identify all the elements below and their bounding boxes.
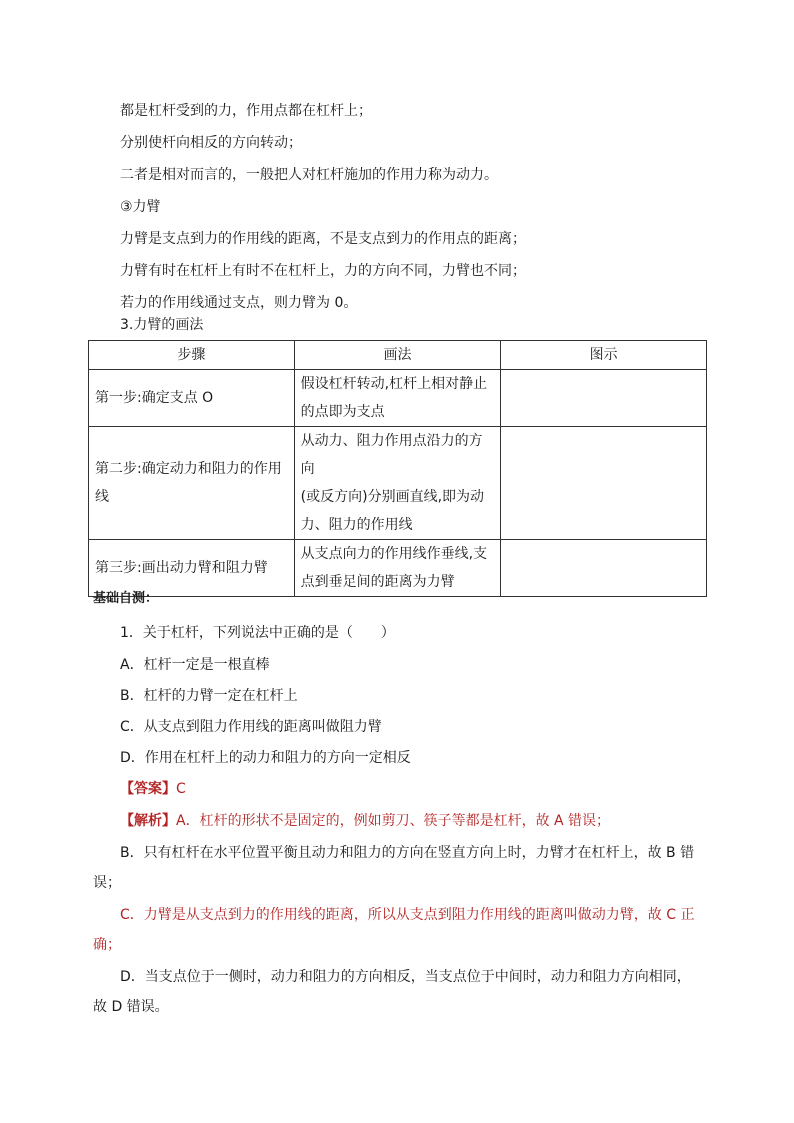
note-line-1: 都是杠杆受到的力，作用点都在杠杆上； bbox=[120, 103, 372, 119]
option-c: C．从支点到阻力作用线的距离叫做阻力臂 bbox=[120, 719, 382, 735]
header-figure: 图示 bbox=[501, 341, 707, 370]
step-line: 线 bbox=[95, 489, 109, 505]
step-line: 第二步:确定动力和阻力的作用 bbox=[95, 461, 282, 477]
lever-arm-method-table bbox=[88, 340, 707, 597]
analysis-line-2: B．只有杠杆在水平位置平衡且动力和阻力的方向在竖直方向上时，力臂才在杠杆上，故 B 错 bbox=[120, 845, 695, 861]
analysis-line-4: C．力臂是从支点到力的作用线的距离，所以从支点到阻力作用线的距离叫做动力臂，故 C 正 bbox=[120, 907, 695, 923]
note-line-2: 分别使杆向相反的方向转动； bbox=[120, 135, 302, 151]
method-cell bbox=[294, 540, 501, 597]
method-line: (或反方向)分别画直线,即为动 bbox=[300, 489, 485, 505]
analysis-line-3: 误； bbox=[93, 875, 121, 891]
figure-cell bbox=[501, 370, 707, 427]
answer-line bbox=[120, 779, 186, 799]
option-d: D．作用在杠杆上的动力和阻力的方向一定相反 bbox=[120, 750, 411, 766]
method-line: 的点即为支点 bbox=[300, 404, 385, 420]
header-method: 画法 bbox=[294, 341, 501, 370]
question-stem: 1．关于杠杆，下列说法中正确的是（ ） bbox=[120, 625, 395, 641]
option-a: A．杠杆一定是一根直棒 bbox=[120, 657, 270, 673]
method-line: 假设杠杆转动,杠杆上相对静止 bbox=[300, 376, 488, 392]
method-line: 点到垂足间的距离为力臂 bbox=[300, 574, 455, 590]
header-step: 步骤 bbox=[89, 341, 295, 370]
note-line-5: 力臂是支点到力的作用线的距离，不是支点到力的作用点的距离； bbox=[120, 231, 526, 247]
section-title-self-test: 基础自测： bbox=[93, 591, 159, 606]
method-line: 从动力、阻力作用点沿力的方向 bbox=[300, 433, 483, 477]
answer-value: C bbox=[176, 781, 186, 797]
table-header-row bbox=[89, 341, 707, 370]
table-row bbox=[89, 370, 707, 427]
method-line: 力、阻力的作用线 bbox=[300, 517, 413, 533]
note-line-6: 力臂有时在杠杆上有时不在杠杆上，力的方向不同，力臂也不同； bbox=[120, 263, 526, 279]
step-cell bbox=[89, 427, 295, 540]
note-line-3: 二者是相对而言的，一般把人对杠杆施加的作用力称为动力。 bbox=[120, 167, 498, 183]
analysis-label: 【解析】 bbox=[120, 813, 176, 829]
subheading-lever-arm: ③力臂 bbox=[120, 199, 161, 215]
section-heading-drawing-method: 3.力臂的画法 bbox=[120, 317, 204, 333]
table-row bbox=[89, 540, 707, 597]
figure-cell bbox=[501, 540, 707, 597]
step-cell: 第一步:确定支点 O bbox=[89, 370, 295, 427]
note-line-7: 若力的作用线通过支点，则力臂为 0。 bbox=[120, 295, 358, 311]
analysis-line-6: D．当支点位于一侧时，动力和阻力的方向相反，当支点位于中间时，动力和阻力方向相同， bbox=[120, 969, 691, 985]
analysis-text: A．杠杆的形状不是固定的，例如剪刀、筷子等都是杠杆，故 A 错误； bbox=[176, 813, 611, 829]
step-cell: 第三步:画出动力臂和阻力臂 bbox=[89, 540, 295, 597]
method-line: 从支点向力的作用线作垂线,支 bbox=[300, 546, 488, 562]
option-b: B．杠杆的力臂一定在杠杆上 bbox=[120, 688, 298, 704]
analysis-line-1 bbox=[120, 811, 610, 831]
answer-label: 【答案】 bbox=[120, 781, 176, 797]
table-row bbox=[89, 427, 707, 540]
method-cell bbox=[294, 370, 501, 427]
figure-cell bbox=[501, 427, 707, 540]
analysis-line-7: 故 D 错误。 bbox=[93, 999, 169, 1015]
analysis-line-5: 确； bbox=[93, 937, 121, 953]
method-cell bbox=[294, 427, 501, 540]
